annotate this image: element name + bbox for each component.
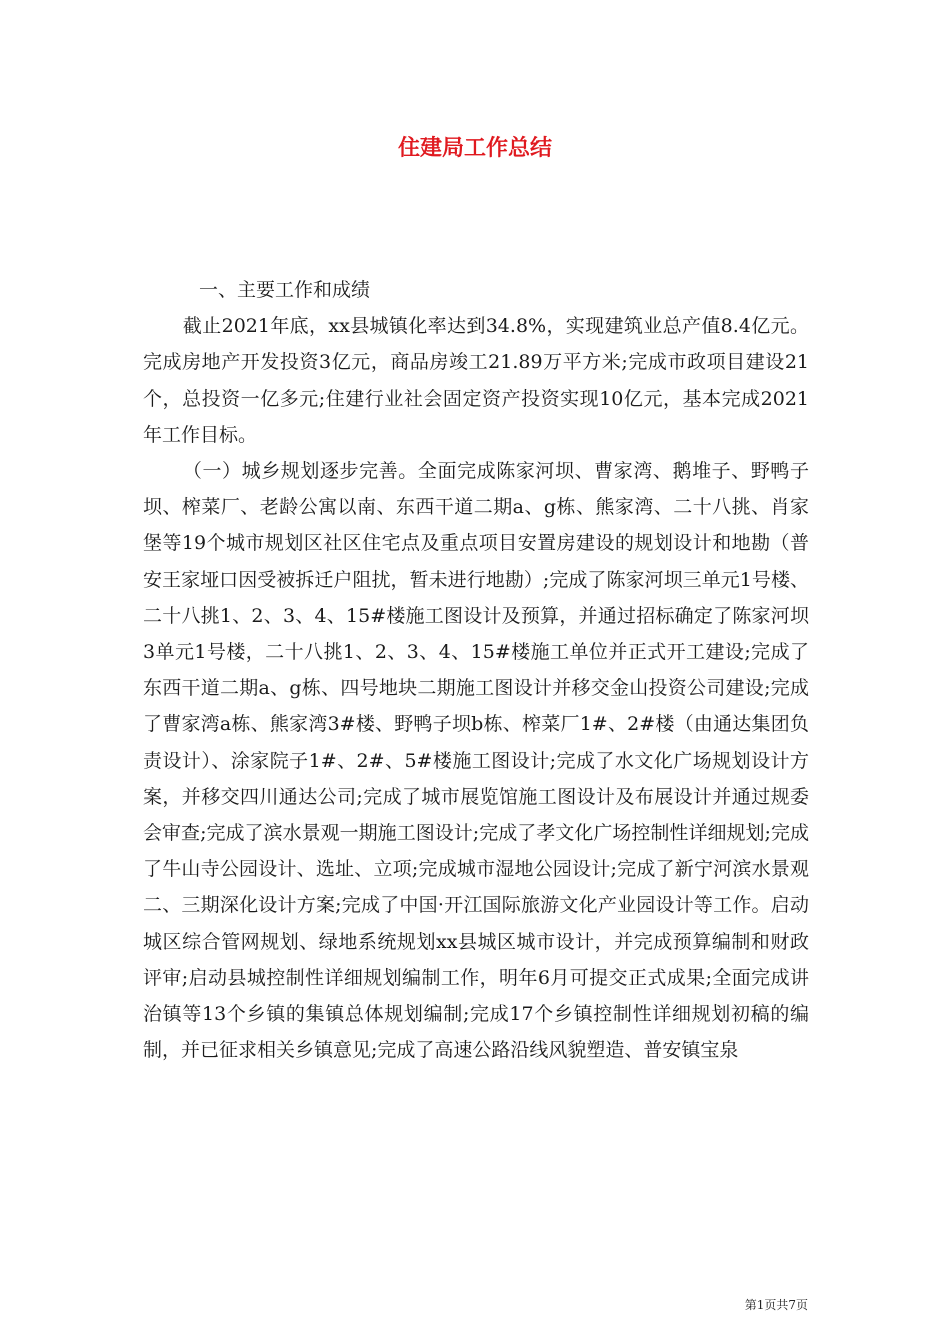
paragraph-urban-planning: （一）城乡规划逐步完善。全面完成陈家河坝、曹家湾、鹅堆子、野鸭子坝、榨菜厂、老龄公寓以南、东西干道二期a、g栋、熊家湾、二十八挑、肖家堡等19个城市规划区社区住宅点及重点项目安置房建设的规划设计和地勘（普安王家垭口因受被拆迁户阻扰，暂未进行地勘）;完成了陈家河坝三单元1号楼、二十八挑1、2、3、4、15#楼施工图设计及预算，并通过招标确定了陈家河坝3单元1号楼，二十八挑1、2、3、4、15#楼施工单位并正式开工建设;完成了东西干道二期a、g栋、四号地块二期施工图设计并移交金山投资公司建设;完成了曹家湾a栋、熊家湾3#楼、野鸭子坝b栋、榨菜厂1#、2#楼（由通达集团负责设计）、涂家院子1#、2#、5#楼施工图设计;完成了水文化广场规划设计方案，并移交四川通达公司;完成了城市展览馆施工图设计及布展设计并通过规委会审查;完成了滨水景观一期施工图设计;完成了孝文化广场控制性详细规划;完成了牛山寺公园设计、选址、立项;完成城市湿地公园设计;完成了新宁河滨水景观二、三期深化设计方案;完成了中国·开江国际旅游文化产业园设计等工作。启动城区综合管网规划、绿地系统规划xx县城区城市设计，并完成预算编制和财政评审;启动县城控制性详细规划编制工作，明年6月可提交正式成果;全面完成讲治镇等13个乡镇的集镇总体规划编制;完成17个乡镇控制性详细规划初稿的编制，并已征求相关乡镇意见;完成了高速公路沿线风貌塑造、普安镇宝泉 [143,460,809,1062]
document-title: 住建局工作总结 [397,136,552,161]
page-number: 第1页共7页 [744,1298,808,1312]
paragraph-summary: 截止2021年底，xx县城镇化率达到34.8%，实现建筑业总产值8.4亿元。完成房地产开发投资3亿元，商品房竣工21.89万平方米;完成市政项目建设21个，总投资一亿多元;住建行业社会固定资产投资实现10亿元，基本完成2021年工作目标。 [143,315,809,446]
document-body [143,272,809,1068]
section-heading: 一、主要工作和成绩 [199,279,371,301]
